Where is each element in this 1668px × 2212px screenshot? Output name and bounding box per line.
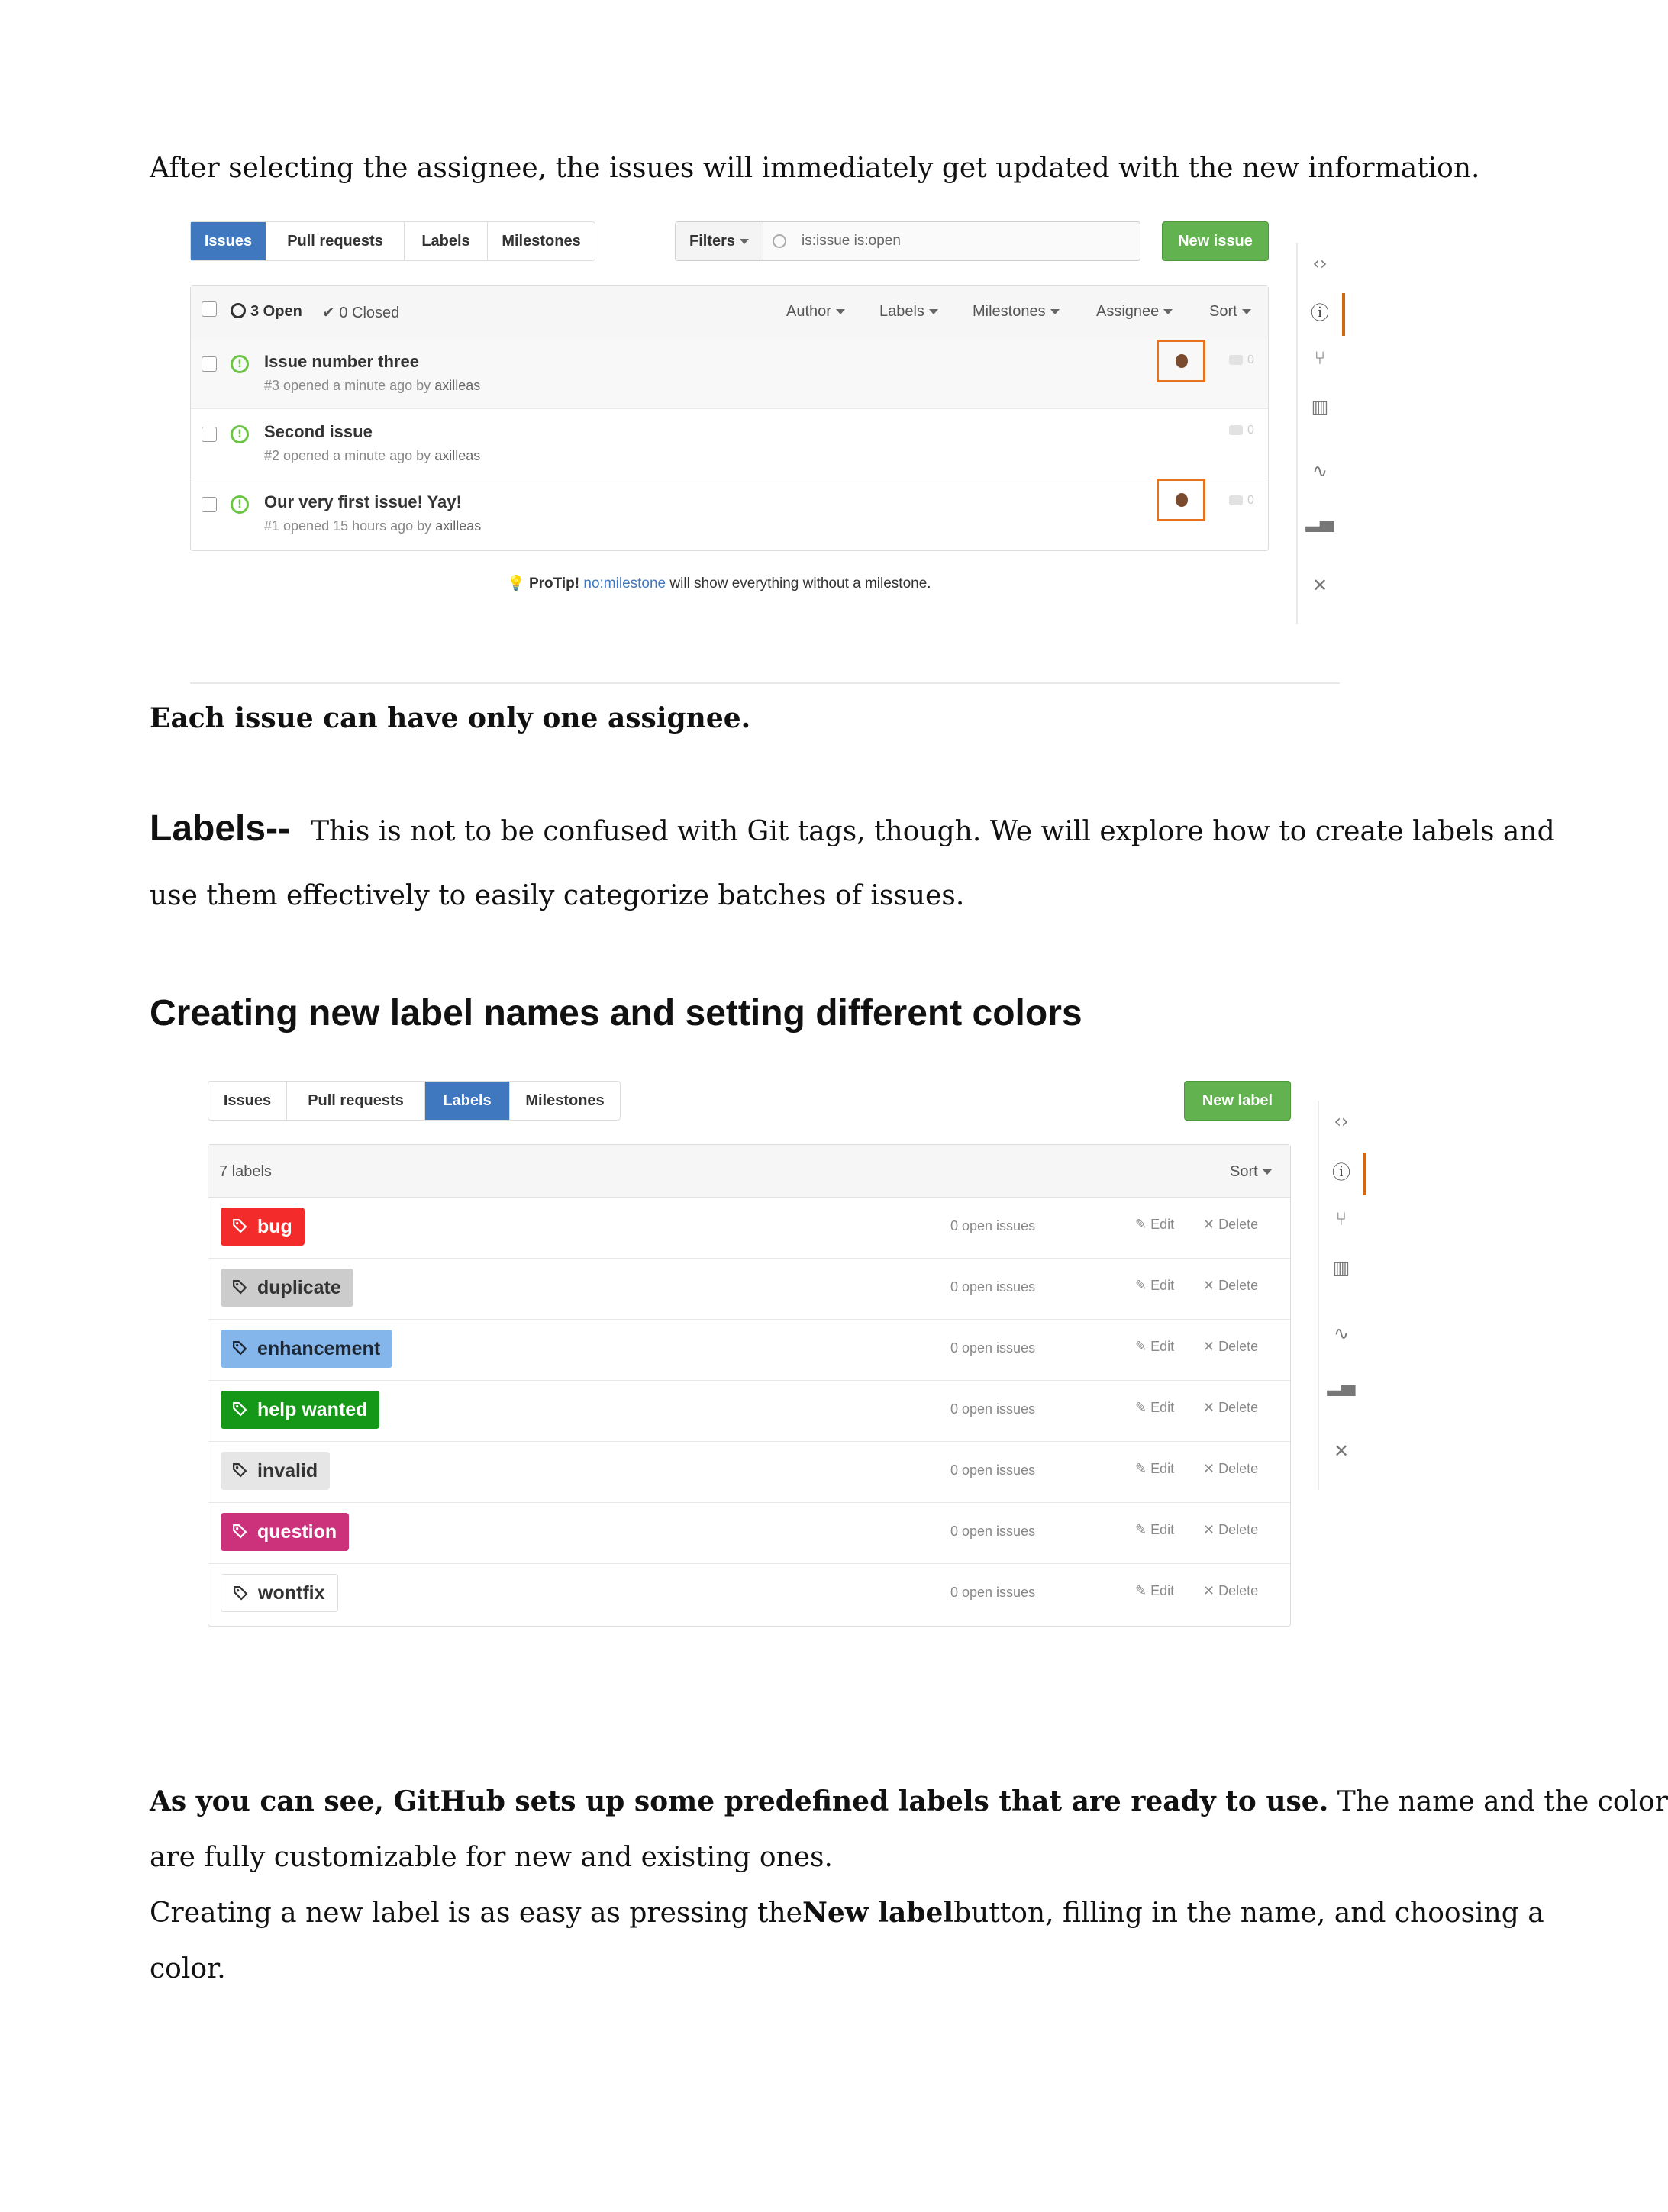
intro-paragraph: After selecting the assignee, the issues will immediately get updated with the new information. — [150, 153, 1480, 184]
assignee-filter[interactable]: Assignee — [1096, 303, 1173, 321]
label-name: bug — [257, 1215, 292, 1237]
open-issues-link[interactable]: 0 open issues — [950, 1524, 1036, 1539]
settings-icon[interactable]: ✕ — [1333, 1440, 1350, 1462]
close-icon: ✕ — [1203, 1339, 1215, 1355]
pencil-icon: ✎ — [1135, 1522, 1147, 1538]
issue-row[interactable] — [191, 408, 1268, 479]
assignee-note: Each issue can have only one assignee. — [150, 702, 751, 734]
pull-request-icon[interactable]: ⑂ — [1314, 347, 1326, 369]
pencil-icon: ✎ — [1135, 1461, 1147, 1477]
tab-labels[interactable]: Labels — [425, 1082, 510, 1120]
new-label-button[interactable]: New label — [1184, 1081, 1291, 1121]
code-icon[interactable]: ‹› — [1334, 1111, 1349, 1132]
delete-label-button[interactable]: ✕ Delete — [1203, 1217, 1259, 1233]
label-pill[interactable] — [221, 1269, 353, 1307]
open-count[interactable]: 3 Open — [231, 303, 302, 321]
assignee-avatar-highlight[interactable] — [1157, 340, 1205, 382]
tab-labels[interactable]: Labels — [405, 222, 488, 260]
filters-label: Filters — [689, 232, 736, 250]
close-icon: ✕ — [1203, 1522, 1215, 1538]
author-filter[interactable]: Author — [786, 303, 845, 321]
repo-sidebar — [1318, 1101, 1365, 1490]
avatar — [1176, 354, 1188, 368]
label-pill[interactable] — [221, 1513, 349, 1551]
pencil-icon: ✎ — [1135, 1400, 1147, 1416]
new-issue-button[interactable]: New issue — [1162, 221, 1269, 261]
repo-sidebar — [1296, 243, 1344, 624]
close-icon: ✕ — [1203, 1461, 1215, 1477]
wiki-icon[interactable]: ▥ — [1332, 1257, 1350, 1279]
delete-label-button[interactable]: ✕ Delete — [1203, 1400, 1259, 1416]
filter-bar — [675, 221, 1140, 261]
edit-label-button[interactable]: ✎ Edit — [1135, 1461, 1175, 1477]
comment-count[interactable]: 0 — [1229, 494, 1254, 508]
tag-icon — [233, 1524, 247, 1538]
open-issues-link[interactable]: 0 open issues — [950, 1401, 1036, 1417]
code-icon[interactable]: ‹› — [1312, 253, 1328, 274]
label-row — [208, 1197, 1290, 1259]
label-name: question — [257, 1520, 337, 1543]
issues-icon[interactable]: ⓘ — [1311, 301, 1329, 324]
labels-filter[interactable]: Labels — [879, 303, 938, 321]
issue-meta: #1 opened 15 hours ago by axilleas — [264, 518, 482, 534]
protip-link[interactable]: no:milestone — [583, 576, 666, 592]
close-icon: ✕ — [1203, 1400, 1215, 1416]
pencil-icon: ✎ — [1135, 1583, 1147, 1599]
labels-list-header — [208, 1145, 1290, 1198]
label-pill[interactable] — [221, 1391, 379, 1429]
search-icon — [773, 234, 786, 248]
open-issues-link[interactable]: 0 open issues — [950, 1218, 1036, 1233]
tag-icon — [234, 1586, 247, 1600]
label-row — [208, 1502, 1290, 1564]
label-row — [208, 1380, 1290, 1442]
close-icon: ✕ — [1203, 1583, 1215, 1599]
tag-icon — [233, 1463, 247, 1477]
lightbulb-icon: 💡 — [507, 575, 525, 592]
labels-paragraph — [150, 808, 1555, 850]
edit-label-button[interactable]: ✎ Edit — [1135, 1583, 1175, 1599]
tab-milestones[interactable]: Milestones — [525, 1091, 605, 1109]
labels-heading: Labels-- — [150, 808, 291, 849]
open-issues-link[interactable]: 0 open issues — [950, 1340, 1036, 1356]
issue-opened-icon: ! — [231, 355, 249, 373]
label-rows — [208, 1197, 1290, 1626]
issue-row[interactable] — [191, 479, 1268, 549]
label-pill[interactable] — [221, 1452, 330, 1490]
filters-button[interactable] — [676, 222, 763, 260]
active-indicator — [1342, 293, 1345, 336]
labels-count: 7 labels — [219, 1163, 272, 1180]
delete-label-button[interactable]: ✕ Delete — [1203, 1278, 1259, 1294]
open-issues-link[interactable]: 0 open issues — [950, 1462, 1036, 1478]
label-pill[interactable] — [221, 1330, 392, 1368]
milestones-filter[interactable]: Milestones — [973, 303, 1060, 321]
sort-button[interactable]: Sort — [1230, 1163, 1272, 1181]
tag-icon — [233, 1402, 247, 1416]
search-input[interactable] — [763, 222, 1140, 260]
delete-label-button[interactable]: ✕ Delete — [1203, 1583, 1259, 1599]
labels-text: This is not to be confused with Git tags, though. We will explore how to create labels and — [311, 816, 1555, 847]
labels-tabs — [208, 1081, 621, 1121]
edit-label-button[interactable]: ✎ Edit — [1135, 1400, 1175, 1416]
issue-title[interactable]: Second issue — [264, 422, 373, 441]
tag-icon — [233, 1219, 247, 1233]
tag-icon — [233, 1341, 247, 1355]
wiki-icon[interactable]: ▥ — [1311, 396, 1329, 418]
open-issue-icon — [231, 303, 246, 318]
open-issues-link[interactable]: 0 open issues — [950, 1279, 1036, 1295]
settings-icon[interactable]: ✕ — [1311, 575, 1328, 596]
tab-pull-requests[interactable]: Pull requests — [287, 1082, 425, 1120]
issue-checkbox[interactable] — [202, 427, 217, 442]
tab-issues[interactable]: Issues — [191, 222, 266, 260]
tag-icon — [233, 1280, 247, 1294]
issue-checkbox[interactable] — [202, 356, 217, 372]
issue-meta: #2 opened a minute ago by axilleas — [264, 448, 481, 463]
closing-paragraph: As you can see, GitHub sets up some predefined labels that are ready to use. The name and the color are fully customizable for new and existing ones. Creating a new label is as easy as pressing the New label button, filling in the name, and choosing a color. — [150, 1785, 1668, 1985]
issue-title[interactable]: Our very first issue! Yay! — [264, 492, 462, 511]
tab-issues[interactable]: Issues — [208, 1082, 287, 1120]
edit-label-button[interactable]: ✎ Edit — [1135, 1339, 1175, 1355]
tab-milestones[interactable]: Milestones — [502, 232, 581, 250]
section-heading: Creating new label names and setting different colors — [150, 993, 1082, 1033]
issue-checkbox[interactable] — [202, 497, 217, 512]
issue-opened-icon: ! — [231, 425, 249, 443]
label-row — [208, 1441, 1290, 1503]
label-pill[interactable] — [221, 1208, 305, 1246]
issue-title[interactable]: Issue number three — [264, 352, 419, 371]
closed-count[interactable]: ✔ 0 Closed — [322, 303, 400, 321]
edit-label-button[interactable]: ✎ Edit — [1135, 1522, 1175, 1538]
label-name: wontfix — [258, 1582, 325, 1604]
issues-icon[interactable]: ⓘ — [1332, 1161, 1350, 1183]
pencil-icon: ✎ — [1135, 1278, 1147, 1294]
comment-count[interactable]: 0 — [1229, 424, 1254, 437]
comment-count[interactable]: 0 — [1229, 353, 1254, 367]
active-indicator — [1363, 1153, 1366, 1195]
label-row — [208, 1563, 1290, 1624]
tab-pull-requests[interactable]: Pull requests — [266, 222, 405, 260]
label-name: help wanted — [257, 1398, 368, 1420]
protip: 💡 ProTip! no:milestone will show everything without a milestone. — [507, 575, 931, 592]
pull-request-icon[interactable]: ⑂ — [1335, 1208, 1347, 1230]
select-all-checkbox[interactable] — [202, 301, 217, 317]
pulse-icon[interactable]: ∿ — [1311, 460, 1328, 482]
graphs-icon[interactable]: ▂▄ — [1327, 1375, 1356, 1396]
delete-label-button[interactable]: ✕ Delete — [1203, 1339, 1259, 1355]
issue-meta: #3 opened a minute ago by axilleas — [264, 378, 481, 393]
issue-row[interactable] — [191, 338, 1268, 409]
label-name: enhancement — [257, 1337, 381, 1359]
label-pill[interactable] — [221, 1574, 338, 1612]
edit-label-button[interactable]: ✎ Edit — [1135, 1217, 1175, 1233]
pulse-icon[interactable]: ∿ — [1333, 1323, 1350, 1344]
label-row — [208, 1258, 1290, 1320]
avatar — [1176, 493, 1188, 507]
label-row — [208, 1319, 1290, 1381]
issues-screenshot — [0, 0, 1563, 687]
label-name: duplicate — [257, 1276, 341, 1298]
graphs-icon[interactable]: ▂▄ — [1305, 511, 1334, 532]
delete-label-button[interactable]: ✕ Delete — [1203, 1522, 1259, 1538]
open-issues-link[interactable]: 0 open issues — [950, 1585, 1036, 1600]
issues-tabs — [190, 221, 595, 261]
close-icon: ✕ — [1203, 1278, 1215, 1294]
sort-filter[interactable]: Sort — [1209, 303, 1251, 321]
issues-list — [190, 285, 1269, 551]
labels-list — [208, 1144, 1291, 1627]
search-value: is:issue is:open — [802, 233, 901, 249]
edit-label-button[interactable]: ✎ Edit — [1135, 1278, 1175, 1294]
label-name: invalid — [257, 1459, 318, 1482]
issue-opened-icon: ! — [231, 495, 249, 514]
labels-text-line2: use them effectively to easily categorize batches of issues. — [150, 880, 965, 911]
assignee-avatar-highlight[interactable] — [1157, 479, 1205, 521]
delete-label-button[interactable]: ✕ Delete — [1203, 1461, 1259, 1477]
close-icon: ✕ — [1203, 1217, 1215, 1233]
divider — [190, 682, 1340, 684]
pencil-icon: ✎ — [1135, 1217, 1147, 1233]
issues-list-header — [191, 286, 1268, 339]
pencil-icon: ✎ — [1135, 1339, 1147, 1355]
check-icon: ✔ — [322, 303, 335, 321]
